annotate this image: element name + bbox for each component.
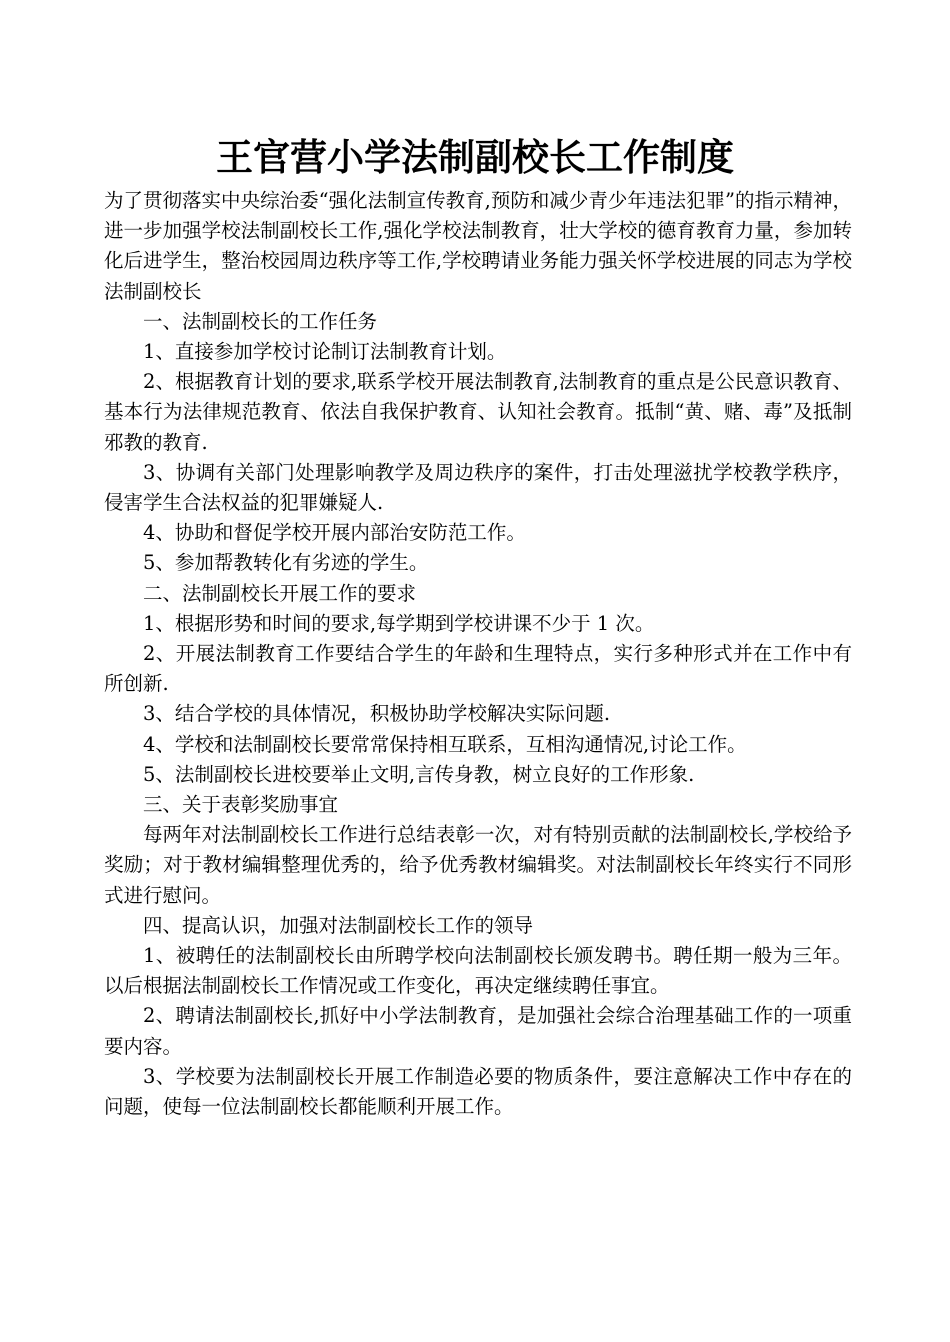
paragraph-2-3: 3、结合学校的具体情况，积极协助学校解决实际问题. [143,702,611,726]
paragraph-3-1: 每两年对法制副校长工作进行总结表彰一次，对有特别贡献的法制副校长,学校给予奖励；对于教材编辑整理优秀的，给予优秀教材编辑奖。对法制副校长年终实行不同形式进行慰问。 [104,823,852,907]
document-title: 王官营小学法制副校长工作制度 [216,136,734,179]
paragraph-4-2: 2、聘请法制副校长,抓好中小学法制教育，是加强社会综合治理基础工作的一项重要内容。 [104,1004,852,1058]
paragraph-1-3: 3、协调有关部门处理影响教学及周边秩序的案件，打击处理滋扰学校教学秩序，侵害学生合法权益的犯罪嫌疑人. [104,460,852,515]
section-heading-3: 三、关于表彰奖励事宜 [143,793,339,817]
paragraph-1-1: 1、直接参加学校讨论制订法制教育计划。 [143,340,507,364]
paragraph-2-1: 1、根据形势和时间的要求,每学期到学校讲课不少于 1 次。 [143,611,655,635]
paragraph-2-2: 2、开展法制教育工作要结合学生的年龄和生理特点，实行多种形式并在工作中有所创新. [104,642,852,696]
document-body [104,186,852,1122]
paragraph-4-3: 3、学校要为法制副校长开展工作制造必要的物质条件，要注意解决工作中存在的问题，使每一位法制副校长都能顺利开展工作。 [104,1064,852,1119]
section-heading-1: 一、法制副校长的工作任务 [143,309,378,333]
paragraph-1-5: 5、参加帮教转化有劣迹的学生。 [143,551,429,575]
paragraph-1-4: 4、协助和督促学校开展内部治安防范工作。 [143,521,526,545]
paragraph-2-5: 5、法制副校长进校要举止文明,言传身教，树立良好的工作形象. [143,762,695,786]
section-heading-2: 二、法制副校长开展工作的要求 [143,581,417,605]
paragraph-intro: 为了贯彻落实中央综治委“强化法制宣传教育,预防和减少青少年违法犯罪”的指示精神，进一步加强学校法制副校长工作,强化学校法制教育，壮大学校的德育教育力量，参加转化后进学生，整治校园周边秩序等工作,学校聘请业务能力强关怀学校进展的同志为学校法制副校长 [104,189,852,303]
paragraph-1-2: 2、根据教育计划的要求,联系学校开展法制教育,法制教育的重点是公民意识教育、基本行为法律规范教育、依法自我保护教育、认知社会教育。抵制“黄、赌、毒”及抵制邪教的教育. [104,370,852,454]
paragraph-2-4: 4、学校和法制副校长要常常保持相互联系，互相沟通情况,讨论工作。 [143,732,747,756]
paragraph-4-1: 1、被聘任的法制副校长由所聘学校向法制副校长颁发聘书。聘任期一般为三年。以后根据法制副校长工作情况或工作变化，再决定继续聘任事宜。 [104,944,852,998]
section-heading-4: 四、提高认识，加强对法制副校长工作的领导 [143,913,534,937]
